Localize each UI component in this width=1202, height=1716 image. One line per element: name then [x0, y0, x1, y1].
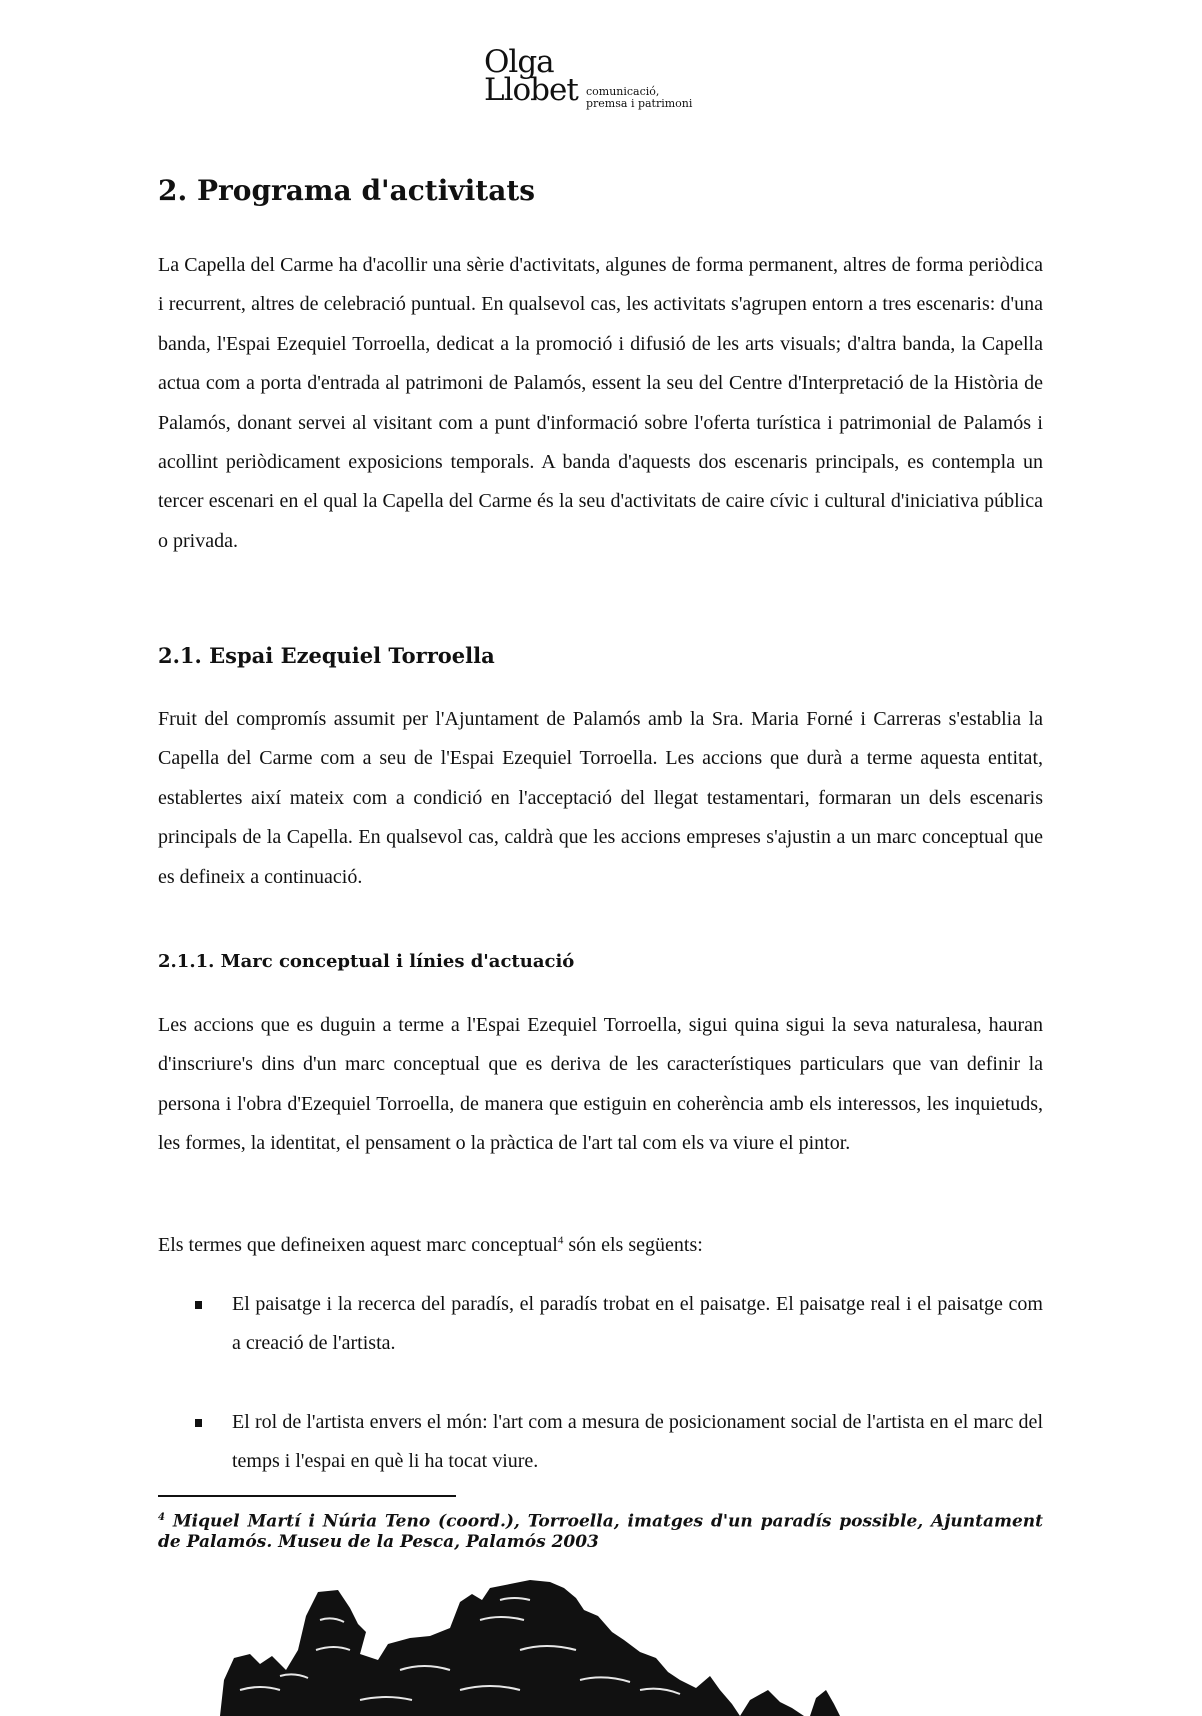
logo-name-line2: Llobet	[484, 72, 578, 108]
footnote-text: Miquel Martí i Núria Teno (coord.), Torroella, imatges d'un paradís possible, Ajuntament de Palamós. Museu de la Pesca, Palamós 2003	[158, 1511, 1043, 1552]
subsubsection-heading: 2.1.1. Marc conceptual i línies d'actuació	[158, 951, 575, 972]
terms-intro-text-end: són els següents:	[563, 1234, 703, 1256]
terms-intro-paragraph	[158, 1226, 1043, 1265]
terms-intro-text: Els termes que defineixen aquest marc conceptual	[158, 1234, 558, 1256]
section-heading: 2. Programa d'activitats	[158, 174, 536, 207]
section-intro-paragraph: La Capella del Carme ha d'acollir una sèrie d'activitats, algunes de forma permanent, altres de forma periòdica i recurrent, altres de celebració puntual. En qualsevol cas, les activitats s'agrupen entorn a tres escenaris: d'una banda, l'Espai Ezequiel Torroella, dedicat a la promoció i difusió de les arts visuals; d'altra banda, la Capella actua com a porta d'entrada al patrimoni de Palamós, essent la seu del Centre d'Interpretació de la Història de Palamós, donant servei al visitant com a punt d'informació sobre l'oferta turística i patrimonial de Palamós i acollint periòdicament exposicions temporals. A banda d'aquests dos escenaris principals, es contempla un tercer escenari en el qual la Capella del Carme és la seu d'activitats de caire cívic i cultural d'iniciativa pública o privada.	[158, 254, 1043, 552]
square-bullet-icon	[195, 1301, 202, 1309]
footnote-reference[interactable]: 4	[557, 1234, 564, 1247]
footnote-divider	[158, 1495, 456, 1497]
list-item-text: El paisatge i la recerca del paradís, el paradís trobat en el paisatge. El paisatge real i el paisatge com a creació de l'artista.	[232, 1293, 1043, 1355]
tree-illustration-icon	[220, 1580, 1000, 1716]
list-item-text: El rol de l'artista envers el món: l'art com a mesura de posicionament social de l'artista en el marc del temps i l'espai en què li ha tocat viure.	[232, 1411, 1043, 1473]
company-logo	[484, 44, 724, 118]
square-bullet-icon	[195, 1419, 202, 1427]
footnote-number: 4	[158, 1512, 165, 1523]
footnote	[158, 1508, 1043, 1552]
subsubsection-paragraph: Les accions que es duguin a terme a l'Espai Ezequiel Torroella, sigui quina sigui la seva naturalesa, hauran d'inscriure's dins d'un marc conceptual que es deriva de les característiques particulars que van definir la persona i l'obra d'Ezequiel Torroella, de manera que estiguin en coherència amb els interessos, les inquietuds, les formes, la identitat, el pensament o la pràctica de l'art tal com els va viure el pintor.	[158, 1014, 1043, 1155]
logo-tagline-line1: comunicació,	[586, 85, 660, 98]
logo-tagline-line2: premsa i patrimoni	[586, 97, 693, 110]
subsection-heading: 2.1. Espai Ezequiel Torroella	[158, 643, 495, 668]
logo-tagline	[586, 86, 692, 110]
logo-wordmark	[484, 44, 578, 108]
subsection-paragraph: Fruit del compromís assumit per l'Ajuntament de Palamós amb la Sra. Maria Forné i Carreras s'establia la Capella del Carme com a seu de l'Espai Ezequiel Torroella. Les accions que durà a terme aquesta entitat, establertes així mateix com a condició en l'acceptació del llegat testamentari, formaran un dels escenaris principals de la Capella. En qualsevol cas, caldrà que les accions empreses s'ajustin a un marc conceptual que es defineix a continuació.	[158, 708, 1043, 888]
logo-name-line1: Olga	[484, 44, 554, 80]
